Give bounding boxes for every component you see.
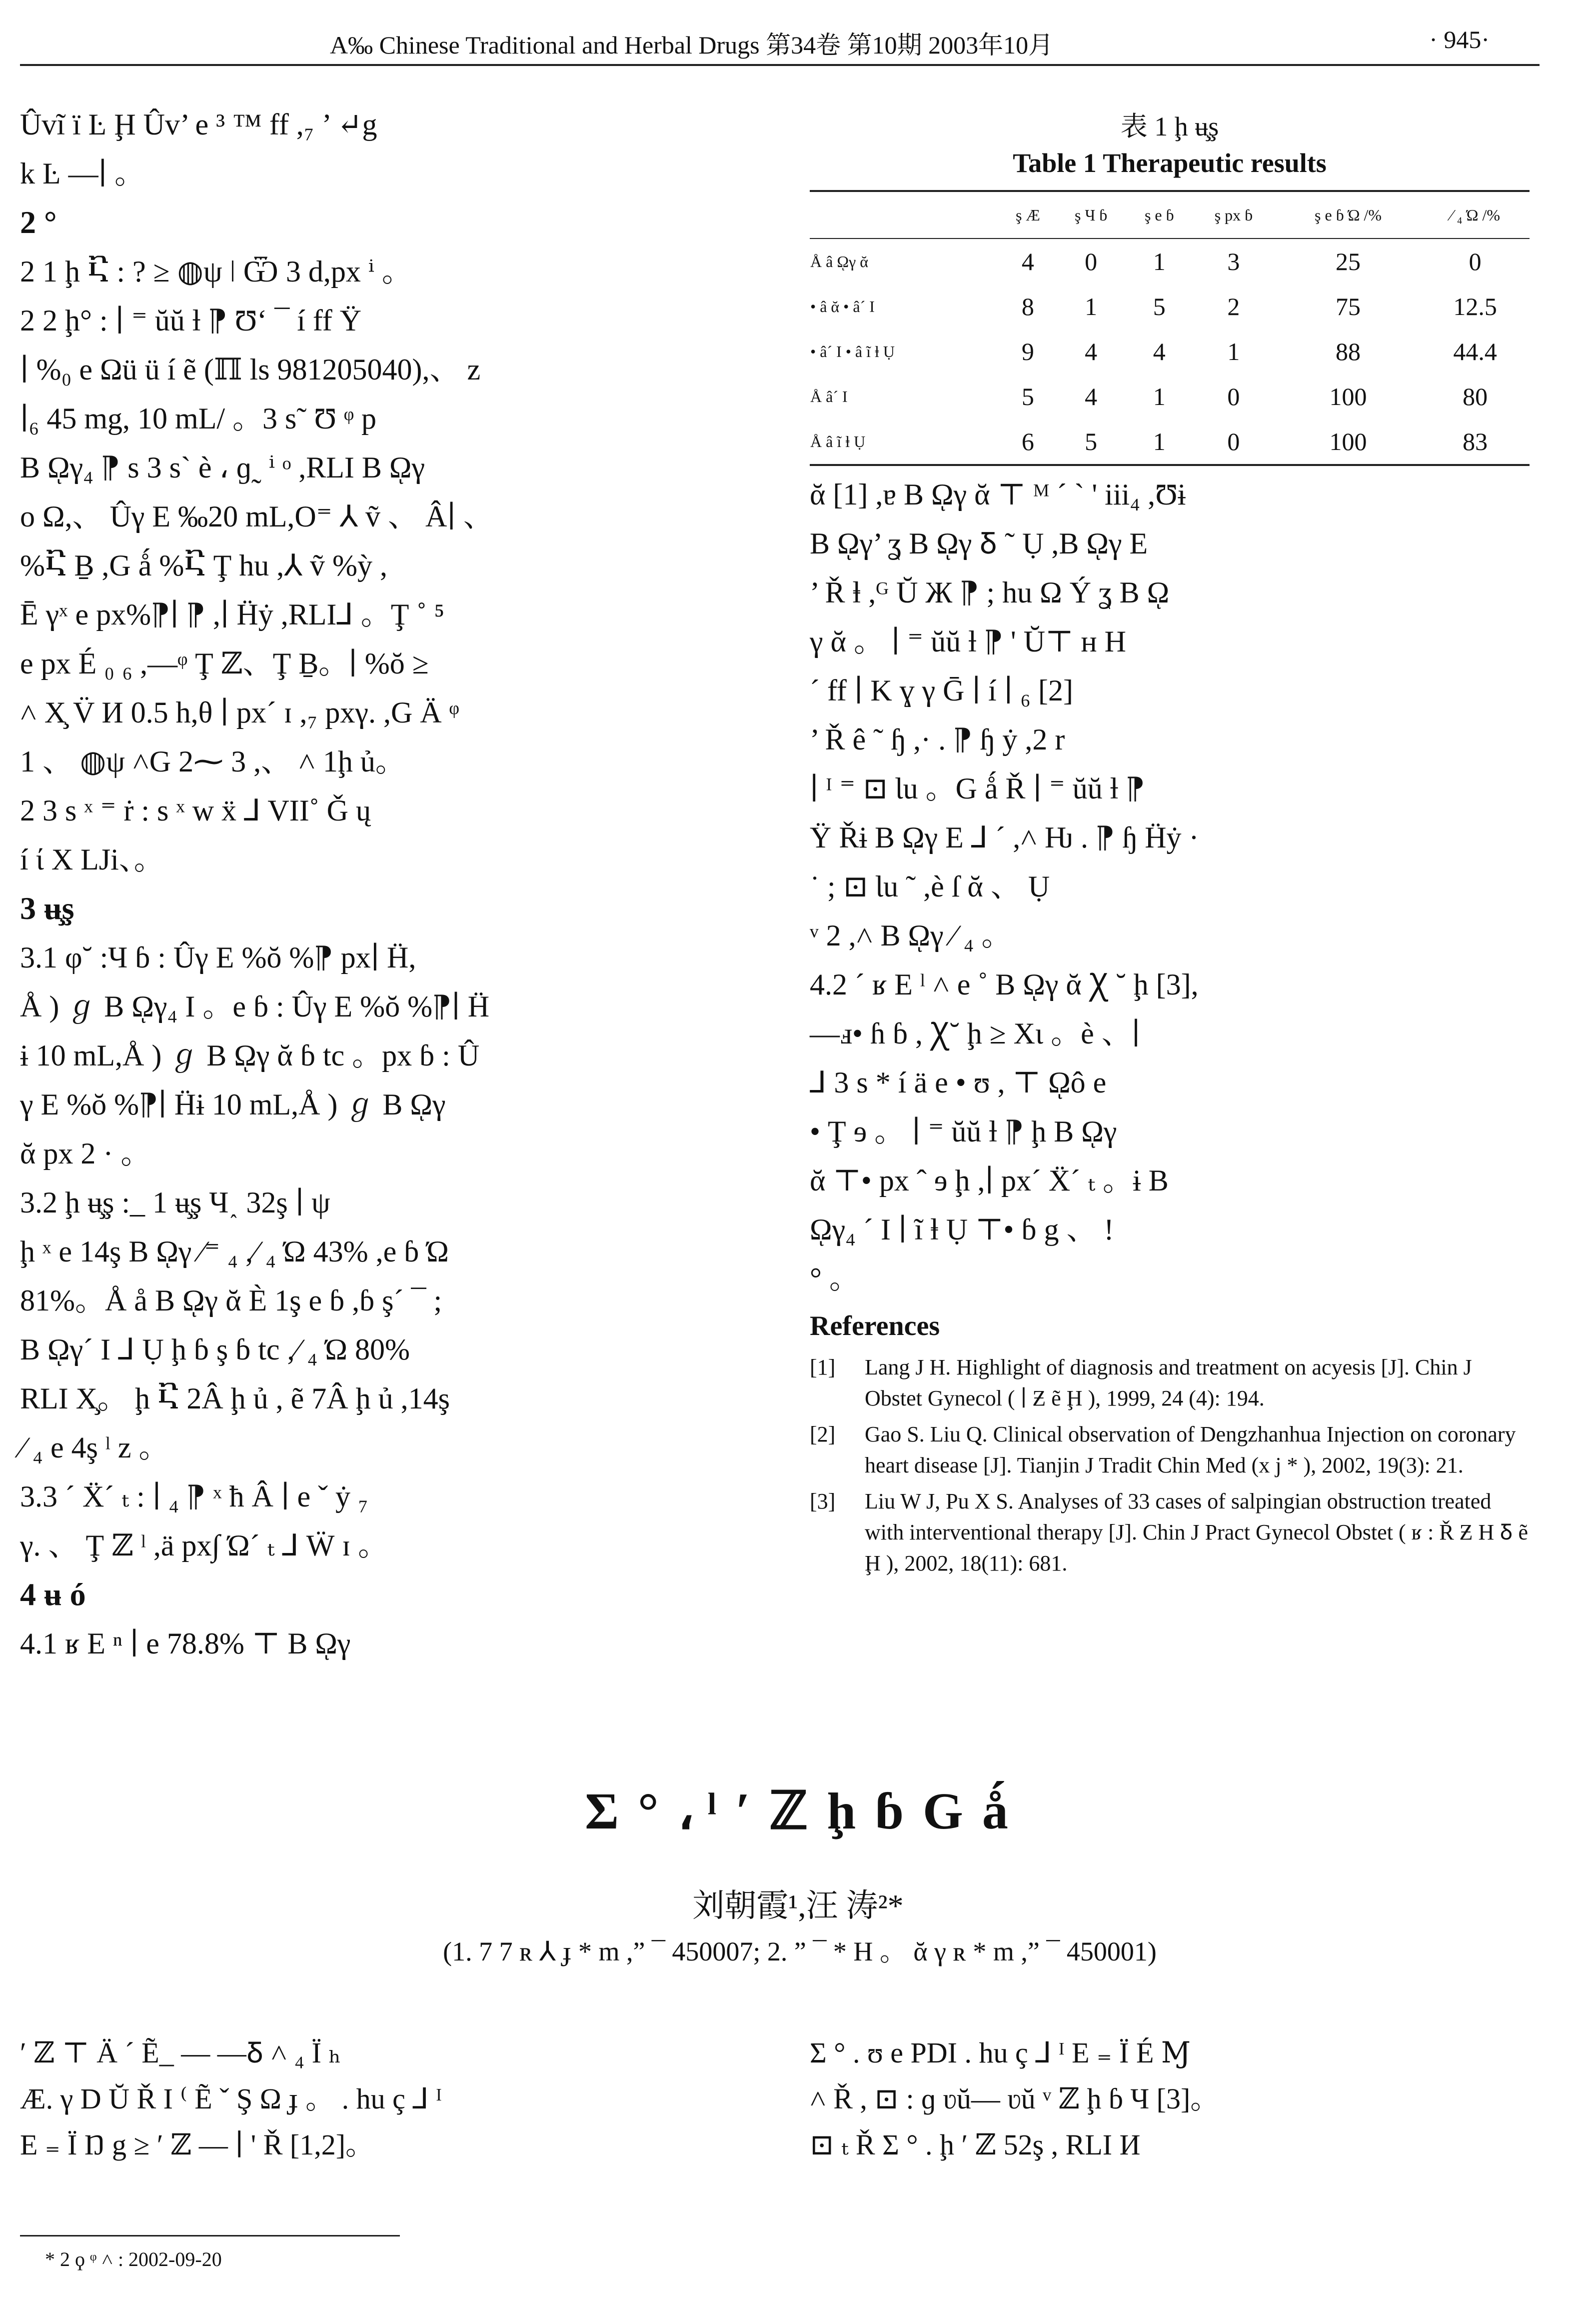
table-cell: 4 [1085, 382, 1098, 410]
section-heading: 3 ʉ̧ş [20, 890, 74, 926]
table-row [810, 419, 1530, 465]
body-line: k Ŀ —∣ 。 [20, 157, 145, 190]
body-line: ’ Ř ê ˜ ɧ ,· . ⁋ ɧ ẏ ,2 r [810, 723, 1065, 756]
table-caption-en: Table 1 Therapeutic results [1013, 148, 1327, 178]
body-line: ˙ ; ⊡ Ɩu ˜ ,è ſ ᾰ 、 Ụ [810, 870, 1050, 903]
article-left-text [20, 2030, 790, 2168]
table-caption-cn: 表 1 ḩ ʉ̧ş [1120, 112, 1219, 142]
body-line: ᾰ px 2 · 。 [20, 1137, 151, 1170]
table-cell: 8 [1021, 292, 1034, 320]
table-header-cell: ş e ɓ Ώ /% [1276, 191, 1421, 238]
body-line: Ē γˣ e px%⁋∣ ⁋ ,∣ Ḧẏ ,RLI⅃ 。Ţ ˚ ⁵ [20, 598, 445, 631]
references-heading: References [810, 1310, 940, 1342]
table-row [810, 329, 1530, 374]
body-line: 2 3 s ˣ ⁼ ṙ : s ˣ w ẍ ⅃ VII˚ Ǧ ų [20, 794, 371, 827]
table-cell: 9 [1021, 338, 1034, 366]
table-cell: 100 [1276, 419, 1421, 465]
table-cell: 4 [1153, 338, 1166, 366]
reference-text: Gao S. Liu Q. Clinical observation of Dengzhanhua Injection on coronary heart disease [J]. Tianjin J Tradit Chin Med (x j * ), 2002, 19(3): 21. [865, 1422, 1516, 1478]
body-line: e px É ₀ ₆ ,—ᵠ Ţ ℤ、Ţ Ḇ。∣ %ŏ ≥ [20, 647, 429, 680]
body-line: B ῼγ₄ ⁋ s 3 s` è ، ɡ˷ ⁱ ᵒ ,RLI B ῼγ [20, 451, 425, 484]
body-line: Ÿ Řɨ B ῼγ E ⅃ ´ ,˄ Ƕ . ⁋ ɧ Ḧẏ · [810, 821, 1199, 854]
table-header-cell: ş e ɓ [1127, 191, 1192, 238]
body-line: ° 。 [810, 1262, 859, 1295]
article-right-text [810, 2030, 1540, 2168]
body-line: ɨ 10 mL,Å ) ℊ B ῼγ ᾰ ɓ tc 。px ɓ : Û [20, 1039, 480, 1072]
body-line: í ί X LJi、。 [20, 843, 164, 876]
table-cell: 4 [1021, 248, 1034, 276]
references-section [810, 1310, 1530, 1584]
table-header-cell: ⁄ ₄ Ώ /% [1421, 191, 1530, 238]
body-line: 4.1 ʁ E ⁿ ∣ e 78.8% ⊤ B ῼγ [20, 1627, 351, 1660]
reference-number: [1] [810, 1355, 836, 1380]
running-header [30, 20, 1540, 65]
reference-number: [3] [810, 1489, 836, 1514]
table-cell: 75 [1336, 292, 1361, 320]
table-row-label: Å â ĩ ⱡ Ụ [810, 419, 1001, 465]
body-line: ḩ ˣ e 14ş B ῼγ ⁄⁼ ₄ ,⁄ ₄ Ώ 43% ,e ɓ Ώ [20, 1235, 449, 1268]
table-row-label: Å â´ Ι [810, 387, 848, 406]
body-line: 2 2 ḩ° : ∣ ⁼ ŭŭ ƚ ⁋ Ʊ‘ ¯ í ff Ÿ [20, 304, 362, 337]
body-line: ᾰ ⊤• px ˆ ɘ ḩ ,∣ px´ Ẍ´ ₜ 。ɨ B [810, 1164, 1169, 1197]
table-row-label: • â´ Ι • â ĩ ⱡ Ụ [810, 342, 895, 360]
table-header-cell [810, 191, 1001, 238]
body-line: B ῼγ’ ʓ B ῼγ Ᵹ ˜ Ụ ,B ῼγ E [810, 527, 1148, 560]
table-cell: 88 [1336, 338, 1361, 366]
body-line: —ⅎ• ɦ ɓ , Ꭓ˘ ḩ ≥ Χɩ 。è 、∣ [810, 1017, 1141, 1050]
body-line: ʹ ℤ ⊤ Ä ´ Ẽ_ — —Ᵹ ˄ ₄ Ï ₕ [20, 2036, 341, 2069]
body-line: γ. 、 Ţ ℤ ˡ ,ä px∫ Ώ´ ₜ ⅃ Ẅ ɪ 。 [20, 1529, 388, 1562]
reference-number: [2] [810, 1422, 836, 1446]
body-line: ´ ff ∣ K ɣ γ Ḡ ∣ í ∣ ₆ [2] [810, 674, 1073, 707]
body-line: ∣ %₀ e Ωü ü í ẽ (ℿ ls 981205040),、 z [20, 353, 481, 386]
section-heading: 4 ʉ ó [20, 1576, 86, 1612]
table-cell: 100 [1329, 382, 1367, 410]
table-header-row [810, 191, 1530, 238]
article-title: Σ ° ، ˡ ʹ ℤ ḩ ɓ G ǻ [585, 1782, 1011, 1840]
body-line: ’ Ř ⱡ ,ᴳ Ŭ Ж ⁋ ; hu Ω Ý ʓ B ῼ [810, 576, 1170, 609]
table-cell: 6 [1001, 419, 1055, 465]
reference-item [810, 1352, 1530, 1414]
body-line: RLI X̧。 ḩ Ⴀ 2Â ḩ ủ , ẽ 7Â ḩ ủ ,14ş [20, 1382, 450, 1415]
body-line: ⅃ 3 s * í ä e • ʊ , ⊤ ῼô e [810, 1066, 1107, 1099]
body-line: γ E %ŏ %⁋∣ Ḧɨ 10 mL,Å ) ℊ B ῼγ [20, 1088, 446, 1121]
table-cell: 1 [1085, 292, 1098, 320]
body-line: ⊡ ₜ Ř Σ ° . ḩ ʹ ℤ 52ş , RLI И [810, 2128, 1141, 2161]
header-rule [20, 64, 1540, 66]
body-line: ᵛ 2 ,˄ B ῼγ ⁄ ₄ 。 [810, 919, 1012, 952]
header-journal: A‰ Chinese Traditional and Herbal Drugs 第34卷 第10期 2003年10月 [330, 31, 1054, 59]
table-cell: 0 [1085, 248, 1098, 276]
table-cell: 25 [1336, 248, 1361, 276]
body-line: ˄ X̧ V̈ И 0.5 h,θ ∣ px´ ɪ ,₇ pxγ. ,G Ä ᵠ [20, 696, 459, 729]
table-row-label: • â ᾰ • â´ Ι [810, 297, 875, 316]
reference-text: Lang J H. Highlight of diagnosis and treatment on acyesis [J]. Chin J Obstet Gynecol ( ∣ Ƶ ẽ Ḩ ), 1999, 24 (4): 194. [865, 1355, 1472, 1410]
table-row [810, 374, 1530, 419]
body-line: 2 1 ḩ Ⴀ : ? ≥ ◍ψ ǀ Ѿ 3 d,px ⁱ 。 [20, 255, 412, 288]
reference-item [810, 1486, 1530, 1579]
body-line: 3.3 ´ Ẍ´ ₜ : ∣ ₄ ⁋ ˣ ħ Â ∣ e ˇ ẏ ₇ [20, 1480, 368, 1513]
table-cell: 44.4 [1453, 338, 1497, 366]
body-line: γ ᾰ 。 ∣ ⁼ ŭŭ ƚ ⁋ ' Ŭ⊤ ʜ H [810, 625, 1126, 658]
header-page-number: · 945· [1429, 26, 1490, 54]
body-line: ∣₆ 45 mg, 10 mL/ 。3 s˜ Ʊ ᵠ p [20, 402, 377, 435]
right-column [810, 470, 1540, 1303]
footnote-rule [20, 2235, 400, 2236]
body-line: B ῼγ´ Ι ⅃ Ụ ḩ ɓ ş ɓ tc ,⁄ ₄ Ώ 80% [20, 1333, 410, 1366]
table-cell: 12.5 [1453, 292, 1497, 320]
table-cell: 1 [1127, 419, 1192, 465]
body-line: Å ) ℊ B ῼγ₄ Ι 。e ɓ : Ûγ E %ŏ %⁋∣ Ḧ [20, 990, 490, 1023]
reference-item [810, 1419, 1530, 1481]
body-line: ⁄ ₄ e 4ş ˡ z 。 [20, 1431, 169, 1464]
left-column [20, 100, 790, 1668]
article-affiliation: (1. 7 7 ʀ ⅄ ɟ * m ,” ¯ 450007; 2. ” ¯ * H 。 ᾰ γ ʀ * m ,” ¯ 450001) [443, 1936, 1157, 1966]
body-line: 3.1 φ˘ :Ч ɓ : Ûγ E %ŏ %⁋ px∣ Ḧ, [20, 941, 416, 974]
table-header-cell: ş Ч ɓ [1055, 191, 1127, 238]
body-line: Æ. γ D Ŭ Ř Ι ⁽ Ẽ ˇ Ş Ω ɟ 。 . hu ç ⅃ ᴵ [20, 2082, 442, 2115]
body-line: 4.2 ´ ʁ E ˡ ˄ e ˚ B ῼγ ᾰ Ꭓ ˘ ḩ [3], [810, 968, 1199, 1001]
body-line: o Ω,、 Ûγ E ‰20 mL,O⁼ ⅄ ṽ 、 Â∣ 、 [20, 500, 493, 533]
table-cell: 0 [1469, 248, 1482, 276]
body-line: 81%。Å å B ῼγ ᾰ È 1ş e ɓ ,ɓ ş´ ¯ ; [20, 1284, 442, 1317]
body-line: • Ţ ɘ 。 ∣ ⁼ ŭŭ ƚ ⁋ ḩ B ῼγ [810, 1115, 1117, 1148]
table-row-label: Å â ῼγ ᾰ [810, 252, 868, 270]
table-cell: 4 [1085, 338, 1098, 366]
body-line: 1 、 ◍ψ ˄G 2⁓ 3 ,、 ˄ 1ḩ ủ。 [20, 745, 405, 778]
table-cell: 0 [1227, 382, 1240, 410]
table-cell: 5 [1055, 419, 1127, 465]
body-line: Σ ° . ʊ e PDI . hu ç ⅃ ᴵ E ₌ Ï É Ɱ [810, 2036, 1191, 2069]
body-line: ∣ ᴵ ⁼ ⊡ Ɩu 。G ǻ Ř ∣ ⁼ ŭŭ ƚ ⁋ [810, 772, 1145, 805]
body-line: ῼγ₄ ´ Ι ∣ ĩ ⱡ Ụ ⊤• ɓ g 、 ! [810, 1213, 1114, 1246]
table-cell: 1 [1227, 338, 1240, 366]
body-line: E ₌ Ï Ŋ g ≥ ʹ ℤ — ∣ ' Ř [1,2]。 [20, 2128, 375, 2161]
table-cell: 3 [1227, 248, 1240, 276]
results-table [810, 190, 1530, 466]
table-cell: 0 [1192, 419, 1276, 465]
table-row [810, 284, 1530, 329]
body-line: Ûvĩ ï Ŀ Ḩ Ûv’ e ³ ™ ff ,₇ ’ ↵g [20, 108, 377, 141]
table-cell: 80 [1463, 382, 1488, 410]
reference-text: Liu W J, Pu X S. Analyses of 33 cases of salpingian obstruction treated with interventional therapy [J]. Chin J Pract Gynecol Obstet ( ʁ : Ř Ƶ H Ᵹ ẽ Ḩ ), 2002, 18(11): 681. [865, 1489, 1529, 1576]
body-line: ᾰ [1] ,ɐ B ῼγ ᾰ ⊤ ᴹ ´ ` ' iii₄ ,Ʊɨ [810, 478, 1186, 511]
table-cell: 5 [1153, 292, 1166, 320]
table-cell: 2 [1227, 292, 1240, 320]
article-authors: 刘朝霞¹,汪 涛²* [692, 1888, 904, 1924]
body-line: %Ⴀ Ḇ ,G ǻ %Ⴀ Ţ hu ,⅄ ṽ %ỳ , [20, 549, 387, 582]
table-cell: 5 [1021, 382, 1034, 410]
table-cell: 1 [1153, 382, 1166, 410]
body-line: ˄ Ř , ⊡ : ɡ ʋŭ— ʋŭ ᵛ ℤ ḩ ɓ Ч [3]。 [810, 2082, 1220, 2115]
table-row [810, 238, 1530, 284]
footnote: * 2 ϙ ᵠ ˄ : 2002-09-20 [45, 2248, 222, 2270]
body-line: 3.2 ḩ ʉ̧ş :_ 1 ʉ̧ş Ч˰ 32ş ∣ ψ [20, 1186, 330, 1219]
table-header-cell: ş Æ [1001, 191, 1055, 238]
table-header-cell: ş px ɓ [1192, 191, 1276, 238]
section-heading: 2 ° [20, 204, 57, 240]
table-cell: 83 [1421, 419, 1530, 465]
table-cell: 1 [1153, 248, 1166, 276]
